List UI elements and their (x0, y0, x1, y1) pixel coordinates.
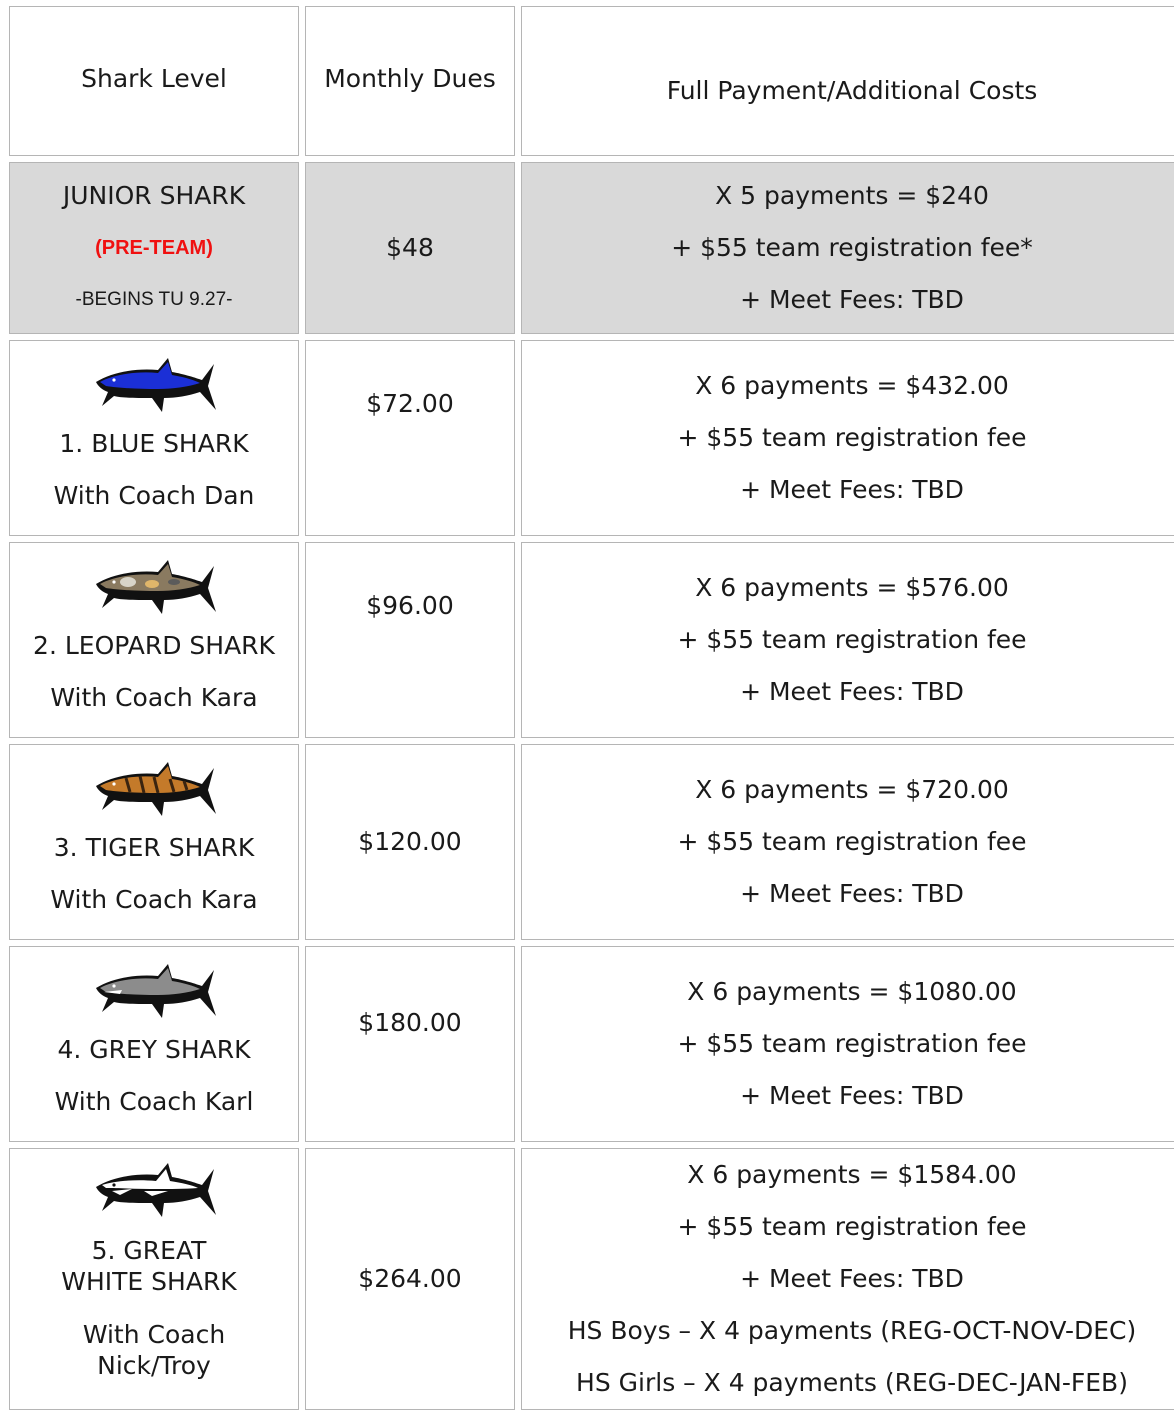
level-coach: With Coach Karl (54, 1087, 254, 1116)
level-coach: With Coach Nick/Troy (82, 1320, 226, 1380)
header-dues: Monthly Dues (305, 6, 515, 156)
blue-shark-icon (92, 356, 216, 418)
dues-value: $96.00 (366, 591, 454, 620)
level-row-2 (9, 542, 1174, 738)
fee-line: X 6 payments = $432.00 (695, 371, 1009, 400)
fee-line: + $55 team registration fee (677, 1029, 1027, 1058)
fee-line: HS Boys – X 4 payments (REG-OCT-NOV-DEC) (567, 1316, 1137, 1345)
fee-line: + $55 team registration fee* (671, 233, 1033, 262)
level-dues (305, 946, 515, 1142)
level-cell (9, 542, 299, 738)
fee-line: + Meet Fees: TBD (740, 1081, 964, 1110)
fee-line: X 6 payments = $720.00 (695, 775, 1009, 804)
fees-table (3, 0, 1174, 1416)
level-name: 1. BLUE SHARK (59, 429, 249, 458)
junior-row (9, 162, 1174, 334)
grey-shark-icon (92, 962, 216, 1024)
level-name: 2. LEOPARD SHARK (33, 631, 275, 660)
level-cell (9, 946, 299, 1142)
fee-line: X 6 payments = $1584.00 (687, 1160, 1017, 1189)
level-name: 5. GREAT WHITE SHARK (61, 1236, 237, 1296)
junior-dues: $48 (305, 162, 515, 334)
level-fees (521, 340, 1174, 536)
junior-name: JUNIOR SHARK (62, 181, 246, 210)
level-cell (9, 1148, 299, 1410)
level-fees (521, 744, 1174, 940)
header-row (9, 6, 1174, 156)
level-cell (9, 340, 299, 536)
fee-line: X 5 payments = $240 (715, 181, 989, 210)
leopard-shark-icon (92, 558, 216, 620)
great-white-shark-icon (92, 1161, 216, 1223)
fee-line: + Meet Fees: TBD (740, 1264, 964, 1293)
level-row-5 (9, 1148, 1174, 1410)
dues-value: $72.00 (366, 389, 454, 418)
fee-line: + $55 team registration fee (677, 1212, 1027, 1241)
level-name: 3. TIGER SHARK (53, 833, 255, 862)
dues-value: $180.00 (358, 1008, 462, 1037)
level-dues (305, 340, 515, 536)
fee-line: + Meet Fees: TBD (740, 879, 964, 908)
level-fees (521, 1148, 1174, 1410)
junior-level-cell (9, 162, 299, 334)
level-coach: With Coach Kara (50, 885, 258, 914)
level-cell (9, 744, 299, 940)
level-coach: With Coach Dan (53, 481, 255, 510)
level-dues (305, 1148, 515, 1410)
level-fees (521, 542, 1174, 738)
level-row-1 (9, 340, 1174, 536)
level-coach: With Coach Kara (50, 683, 258, 712)
fee-line: + $55 team registration fee (677, 423, 1027, 452)
header-level: Shark Level (9, 6, 299, 156)
fee-line: X 6 payments = $1080.00 (687, 977, 1017, 1006)
tiger-shark-icon (92, 760, 216, 822)
level-row-4 (9, 946, 1174, 1142)
dues-value: $264.00 (358, 1264, 462, 1293)
level-row-3 (9, 744, 1174, 940)
header-full-payment: Full Payment/Additional Costs (521, 6, 1174, 156)
fee-line: + Meet Fees: TBD (740, 677, 964, 706)
pre-team-label: (PRE-TEAM) (95, 237, 213, 259)
fee-line: HS Girls – X 4 payments (REG-DEC-JAN-FEB) (576, 1368, 1128, 1397)
fee-line: + Meet Fees: TBD (740, 285, 964, 314)
level-name: 4. GREY SHARK (57, 1035, 251, 1064)
dues-value: $120.00 (358, 827, 462, 856)
level-dues (305, 744, 515, 940)
fee-line: + $55 team registration fee (677, 625, 1027, 654)
fee-line: + $55 team registration fee (677, 827, 1027, 856)
fee-line: X 6 payments = $576.00 (695, 573, 1009, 602)
level-dues (305, 542, 515, 738)
junior-fees (521, 162, 1174, 334)
begins-label: -BEGINS TU 9.27- (75, 289, 233, 310)
fee-line: + Meet Fees: TBD (740, 475, 964, 504)
level-fees (521, 946, 1174, 1142)
